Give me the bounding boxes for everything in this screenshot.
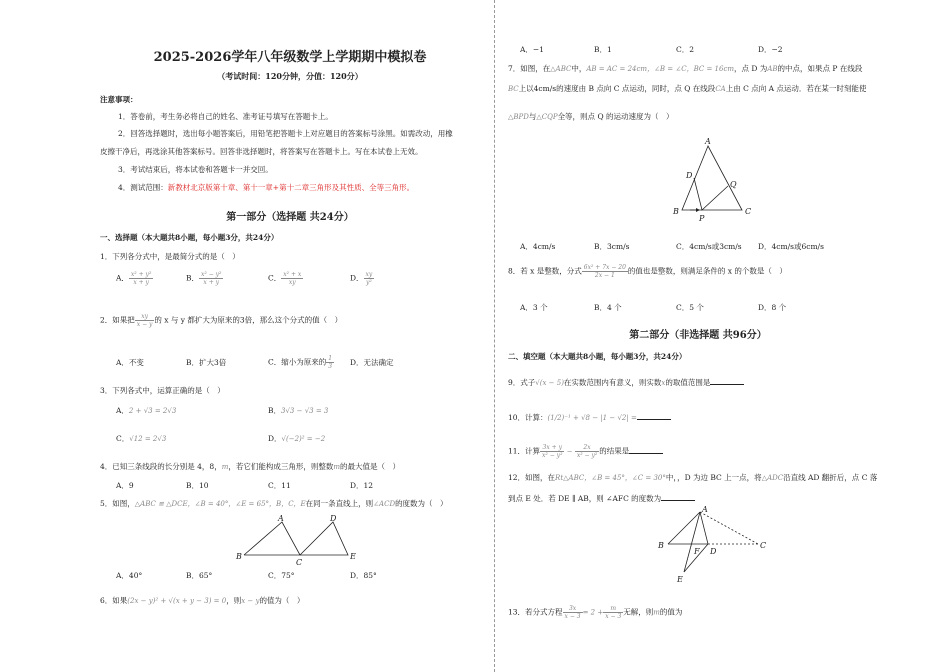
- q10-stem: 10．计算：(1/2)⁻¹ + √8 − |1 − √2| =: [508, 411, 671, 423]
- q1-option-c[interactable]: C． $\frac{\text{x² + x}}{xy}$: [268, 271, 302, 286]
- q6-option-b[interactable]: B．1: [594, 45, 612, 54]
- q7-arrow-head: [696, 208, 700, 212]
- q6-option-a[interactable]: A．−1: [520, 45, 544, 54]
- q11-answer-blank[interactable]: [629, 445, 663, 454]
- q12-side-ab: [668, 512, 700, 544]
- q8-option-d[interactable]: D．8 个: [758, 303, 787, 312]
- q8-option-a[interactable]: A．3 个: [520, 303, 548, 312]
- scope-value: 新教材北京版第十章、第十一章+第十二章三角形及其性质、全等三角形。: [167, 183, 415, 192]
- q12-label-a: A: [702, 505, 708, 514]
- q1-stem: 1．下列各分式中，是最简分式的是（ ）: [100, 252, 240, 261]
- q2-option-d[interactable]: D．无法确定: [350, 358, 394, 367]
- notes-heading: 注意事项：: [100, 95, 138, 104]
- q5-option-a[interactable]: A．40°: [116, 571, 143, 580]
- q7-option-d[interactable]: D．4cm/s或6cm/s: [758, 242, 824, 251]
- q4-stem: 4．已知三条线段的长分别是 4，8，m，若它们能构成三角形，则整数m的最大值是（ ）: [100, 462, 400, 471]
- q3-stem: 3．下列各式中，运算正确的是（ ）: [100, 386, 225, 395]
- q7-label-a: A: [705, 137, 711, 146]
- q12-label-d: D: [710, 547, 717, 556]
- q7-line-3: △BPD与△CQP全等，则点 Q 的运动速度为（ ）: [508, 112, 674, 121]
- q12-label-b: B: [658, 541, 664, 550]
- q2-option-c[interactable]: C．缩小为原来的 $\frac{1}{3}$: [268, 355, 333, 370]
- q8-option-c[interactable]: C．5 个: [676, 303, 704, 312]
- q12-label-f: F: [694, 547, 700, 556]
- q7-line-1: 7．如图，在△ABC中，AB = AC = 24cm，∠B = ∠C，BC = 16cm，点 D 为AB的中点，如果点 P 在线段: [508, 64, 863, 73]
- q10-answer-blank[interactable]: [637, 411, 671, 420]
- part2-title: 第二部分（非选择题 共96分）: [629, 330, 767, 341]
- q1-option-b[interactable]: B． $\frac{\text{x² − y²}}{x + y}$: [186, 271, 222, 286]
- q5-label-a: A: [278, 514, 284, 523]
- q4-option-b[interactable]: B．10: [186, 481, 209, 490]
- q11-stem: 11．计算 $\frac{3x + y}{\text{x² − y²}}$ − $\frac{2x}{\text{x² − y²}}$ 的结果是: [508, 444, 663, 459]
- section1-heading: 一、选择题（本大题共8小题，每小题3分，共24分）: [100, 233, 279, 242]
- q7-label-d: D: [686, 171, 693, 180]
- q7-option-c[interactable]: C．4cm/s或3cm/s: [676, 242, 742, 251]
- q7-label-b: B: [673, 207, 679, 216]
- q4-option-c[interactable]: C．11: [268, 481, 291, 490]
- q1-option-d[interactable]: D． $\frac{xy}{\text{y²}}$: [350, 271, 373, 286]
- q5-figure: [230, 512, 360, 568]
- q12-side-ac: [700, 512, 758, 544]
- q13-stem: 13．若分式方程 $\frac{3x}{x - 3}$ = 2 + $\frac{m}{x - 3}$ 无解，则m的值为: [508, 605, 683, 620]
- right-column: [508, 0, 888, 672]
- q8-option-b[interactable]: B．4 个: [594, 303, 622, 312]
- q5-triangle-dce: [300, 522, 348, 555]
- q12-segment-ad: [700, 512, 708, 544]
- q5-option-d[interactable]: D．85°: [350, 571, 377, 580]
- note-2: 2．回答选择题时，选出每小题答案后，用铅笔把答题卡上对应题目的答案标号涂黑。如需改动，用橡: [118, 129, 453, 138]
- q8-stem: 8．若 x 是整数，分式 $\frac{\text{6x² + 7x − 20}}{2x - 1}$ 的值也是整数，则满足条件的 x 的个数是（ ）: [508, 264, 787, 279]
- q6-stem: 6．如果(2x − y)² + √(x + y − 3) = 0，则x − y的值为（ ）: [100, 596, 305, 605]
- page-title: 2025-2026学年八年级数学上学期期中模拟卷: [153, 50, 427, 65]
- q6-option-d[interactable]: D．−2: [758, 45, 783, 54]
- q5-label-b: B: [236, 552, 242, 561]
- part1-title: 第一部分（选择题 共24分）: [226, 212, 354, 223]
- q3-option-d[interactable]: D．√(−2)² = −2: [268, 434, 326, 443]
- q5-option-b[interactable]: B．65°: [186, 571, 213, 580]
- note-1: 1．答卷前，考生务必将自己的姓名、准考证号填写在答题卡上。: [118, 112, 333, 121]
- note-4: [118, 183, 414, 193]
- q4-option-d[interactable]: D．12: [350, 481, 374, 490]
- q7-label-p: P: [699, 214, 705, 223]
- q12-line-2: 到点 E 处．若 DE ∥ AB，则 ∠AFC 的度数为: [508, 492, 695, 504]
- q2-option-a[interactable]: A．不变: [116, 358, 144, 367]
- q7-figure: [670, 134, 760, 224]
- q3-option-c[interactable]: C．√12 = 2√3: [116, 434, 167, 443]
- q12-label-c: C: [760, 541, 767, 550]
- q7-label-q: Q: [730, 180, 737, 189]
- scope-label: 4．测试范围：: [118, 183, 168, 192]
- q6-option-c[interactable]: C．2: [676, 45, 695, 54]
- q2-option-b[interactable]: B．扩大3倍: [186, 358, 227, 367]
- q7-label-c: C: [745, 207, 752, 216]
- q7-segments-dpq: [694, 178, 728, 210]
- q4-option-a[interactable]: A．9: [116, 481, 134, 490]
- section2-heading: 二、填空题（本大题共8小题，每小题3分，共24分）: [508, 352, 687, 361]
- q5-label-c: C: [296, 558, 303, 567]
- q5-stem: 5．如图，△ABC ≌ △DCE，∠B = 40°，∠E = 65°，B，C，E在同一条直线上，则∠ACD的度数为（ ）: [100, 499, 448, 508]
- q3-option-b[interactable]: B．3√3 − √3 = 3: [268, 406, 329, 415]
- q1-option-a[interactable]: A． $\frac{\text{x² + y²}}{x + y}$: [116, 271, 152, 286]
- q3-option-a[interactable]: A．2 + √3 = 2√3: [116, 406, 177, 415]
- q5-option-c[interactable]: C．75°: [268, 571, 295, 580]
- note-2-cont: 皮擦干净后，再选涂其他答案标号。回答非选择题时，将答案写在答题卡上。写在本试卷上无效。: [100, 147, 423, 156]
- q12-answer-blank[interactable]: [661, 492, 695, 501]
- q5-label-e: E: [350, 552, 356, 561]
- q7-option-b[interactable]: B．3cm/s: [594, 242, 630, 251]
- left-column: [100, 0, 480, 672]
- q9-stem: 9．式子√(x − 5)在实数范围内有意义，则实数x的取值范围是: [508, 376, 744, 388]
- q5-triangle-abc: [244, 522, 300, 555]
- q9-answer-blank[interactable]: [710, 376, 744, 385]
- q2-stem: 2．如果把 $\frac{xy}{x - y}$ 的 x 与 y 都扩大为原来的3倍，那么这个分式的值（ ）: [100, 313, 343, 328]
- column-divider: [494, 0, 495, 672]
- q12-line-1: 12．如图，在Rt△ABC，∠B = 45°，∠C = 30°中，，D 为边 BC 上一点，将△ADC沿直线 AD 翻折后，点 C 落: [508, 473, 878, 482]
- q7-line-2: BC上以4cm/s的速度由 B 点向 C 点运动，同时，点 Q 在线段CA上由 C 点向 A 点运动．若在某一时刻能使: [508, 84, 867, 93]
- q7-option-a[interactable]: A．4cm/s: [520, 242, 556, 251]
- q12-label-e: E: [677, 575, 683, 584]
- note-3: 3．考试结束后，将本试卷和答题卡一并交回。: [118, 165, 273, 174]
- q12-figure: [650, 504, 770, 586]
- q5-label-d: D: [330, 514, 337, 523]
- exam-info: （考试时间：120分钟，分值：120分）: [217, 71, 363, 81]
